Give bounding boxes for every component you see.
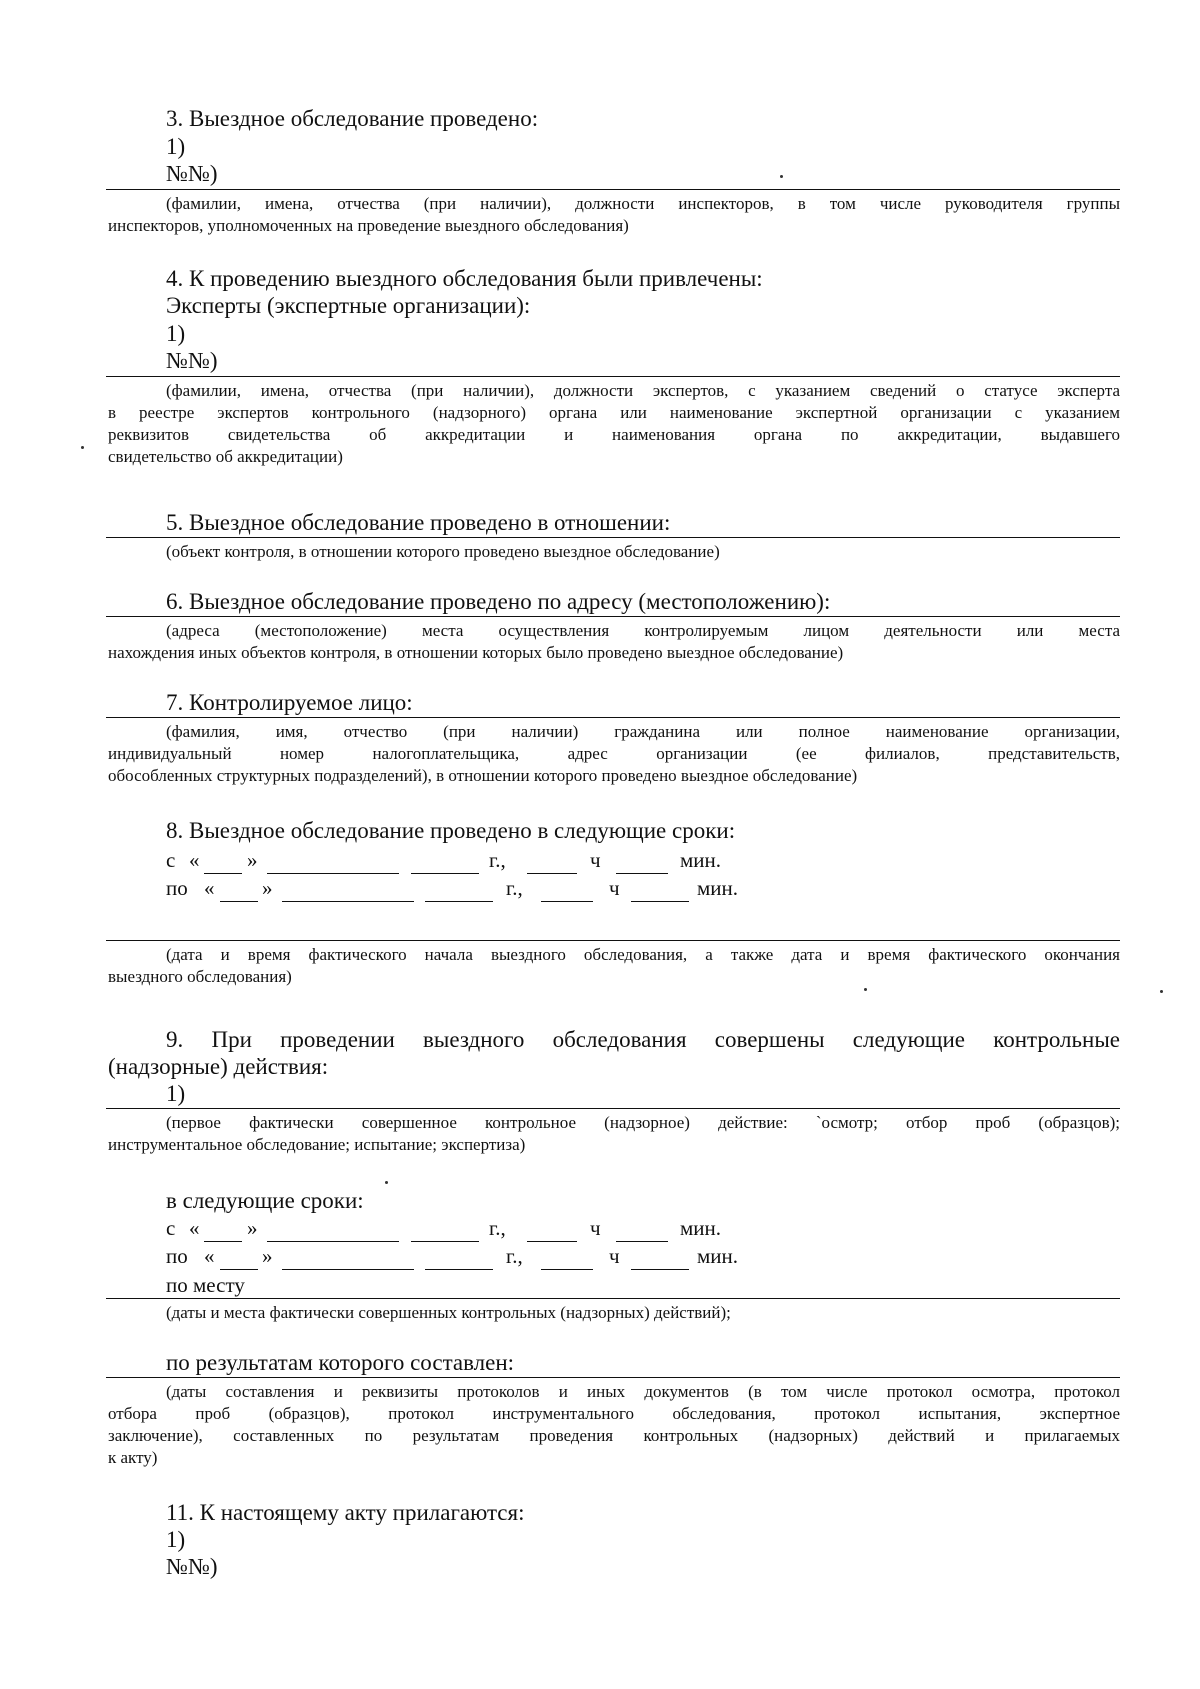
scan-speck bbox=[385, 1181, 388, 1184]
results-label: по результатам которого составлен: bbox=[166, 1350, 515, 1375]
place-label: по месту bbox=[166, 1273, 245, 1297]
section-3-item-nn: №№) bbox=[166, 161, 218, 186]
caption-line: (первое фактически совершенное контрольное (надзорное) действие: `осмотр; отбор проб (образцов); bbox=[166, 1113, 1120, 1132]
section-4-item-1: 1) bbox=[166, 321, 186, 346]
caption-line: (объект контроля, в отношении которого проведено выездное обследование) bbox=[166, 542, 720, 561]
section-4-caption bbox=[108, 380, 1120, 468]
section-3-title: 3. Выездное обследование проведено: bbox=[166, 106, 539, 131]
scan-speck bbox=[780, 175, 783, 178]
year-label: г., bbox=[506, 876, 523, 900]
section-9-caption-1 bbox=[108, 1112, 1120, 1156]
section-3-item-1: 1) bbox=[166, 134, 186, 159]
section-11-item-nn: №№) bbox=[166, 1554, 218, 1579]
caption-line: отбора проб (образцов), протокол инструментального обследования, протокол испытания, экспертное bbox=[108, 1404, 1120, 1423]
hour-label: ч bbox=[590, 1216, 601, 1240]
day-blank bbox=[220, 1269, 258, 1270]
section-3-rule bbox=[106, 189, 1120, 190]
caption-line: заключение), составленных по результатам проведения контрольных (надзорных) действий и прилагаемых bbox=[108, 1426, 1120, 1445]
section-4-title: 4. К проведению выездного обследования были привлечены: bbox=[166, 266, 763, 291]
section-6-title: 6. Выездное обследование проведено по адресу (местоположению): bbox=[166, 589, 831, 614]
hour-blank bbox=[527, 1241, 577, 1242]
section-5-rule bbox=[106, 537, 1120, 538]
day-blank bbox=[220, 901, 258, 902]
section-9-item-1: 1) bbox=[166, 1081, 186, 1106]
section-5-caption bbox=[108, 541, 1120, 563]
year-blank bbox=[411, 1241, 479, 1242]
caption-line: инспекторов, уполномоченных на проведение выездного обследования) bbox=[108, 216, 629, 235]
year-label: г., bbox=[506, 1244, 523, 1268]
section-7-title: 7. Контролируемое лицо: bbox=[166, 690, 413, 715]
hour-label: ч bbox=[590, 848, 601, 872]
day-blank bbox=[204, 873, 242, 874]
section-9-rule-2 bbox=[106, 1298, 1120, 1299]
scan-speck bbox=[81, 446, 84, 449]
year-label: г., bbox=[489, 848, 506, 872]
month-blank bbox=[282, 1269, 414, 1270]
to-label: по bbox=[166, 876, 188, 900]
month-blank bbox=[282, 901, 414, 902]
section-8-rule bbox=[106, 940, 1120, 941]
caption-line: свидетельство об аккредитации) bbox=[108, 447, 343, 466]
section-9-caption-3 bbox=[108, 1381, 1120, 1469]
quote-close: » bbox=[247, 1216, 258, 1240]
minute-label: мин. bbox=[697, 876, 739, 900]
section-9-rule-1 bbox=[106, 1108, 1120, 1109]
section-3-caption bbox=[108, 193, 1120, 237]
from-label: с bbox=[166, 848, 176, 872]
quote-close: » bbox=[262, 876, 273, 900]
minute-label: мин. bbox=[680, 1216, 722, 1240]
section-11-item-1: 1) bbox=[166, 1527, 186, 1552]
quote-open: « bbox=[189, 1216, 200, 1240]
caption-line: к акту) bbox=[108, 1448, 158, 1467]
section-8-caption bbox=[108, 944, 1120, 988]
section-9-title-line-1: 9. При проведении выездного обследования совершены следующие контрольные bbox=[166, 1027, 1120, 1052]
hour-blank bbox=[527, 873, 577, 874]
section-4-rule bbox=[106, 376, 1120, 377]
year-blank bbox=[425, 1269, 493, 1270]
caption-line: (дата и время фактического начала выездного обследования, а также дата и время фактического окончания bbox=[166, 945, 1120, 964]
from-label: с bbox=[166, 1216, 176, 1240]
section-6-rule bbox=[106, 616, 1120, 617]
scan-speck bbox=[1160, 990, 1163, 993]
caption-line: индивидуальный номер налогоплательщика, адрес организации (ее филиалов, представительств, bbox=[108, 744, 1120, 763]
caption-line: в реестре экспертов контрольного (надзорного) органа или наименование экспертной организации с указанием bbox=[108, 403, 1120, 422]
caption-line: (фамилия, имя, отчество (при наличии) гражданина или полное наименование организации, bbox=[166, 722, 1120, 741]
section-8-title: 8. Выездное обследование проведено в следующие сроки: bbox=[166, 818, 736, 843]
scan-speck bbox=[864, 988, 867, 991]
quote-open: « bbox=[204, 876, 215, 900]
caption-line: (фамилии, имена, отчества (при наличии), должности инспекторов, в том числе руководителя группы bbox=[166, 194, 1120, 213]
section-9-rule-3 bbox=[106, 1377, 1120, 1378]
hour-label: ч bbox=[609, 876, 620, 900]
section-4-subtitle: Эксперты (экспертные организации): bbox=[166, 293, 531, 318]
caption-line: (даты составления и реквизиты протоколов и иных документов (в том числе протокол осмотра, протокол bbox=[166, 1382, 1120, 1401]
section-9-caption-2 bbox=[108, 1302, 1120, 1324]
year-blank bbox=[411, 873, 479, 874]
hour-blank bbox=[541, 1269, 593, 1270]
section-7-rule bbox=[106, 717, 1120, 718]
quote-close: » bbox=[247, 848, 258, 872]
terms-label: в следующие сроки: bbox=[166, 1188, 364, 1213]
quote-close: » bbox=[262, 1244, 273, 1268]
year-blank bbox=[425, 901, 493, 902]
caption-line: выездного обследования) bbox=[108, 967, 292, 986]
minute-blank bbox=[616, 873, 668, 874]
to-label: по bbox=[166, 1244, 188, 1268]
caption-line: (фамилии, имена, отчества (при наличии), должности экспертов, с указанием сведений о статусе эксперта bbox=[166, 381, 1120, 400]
day-blank bbox=[204, 1241, 242, 1242]
quote-open: « bbox=[189, 848, 200, 872]
section-7-caption bbox=[108, 721, 1120, 787]
hour-blank bbox=[541, 901, 593, 902]
section-9-title-line-2: (надзорные) действия: bbox=[108, 1054, 329, 1079]
hour-label: ч bbox=[609, 1244, 620, 1268]
month-blank bbox=[267, 873, 399, 874]
caption-line: нахождения иных объектов контроля, в отношении которых было проведено выездное обследование) bbox=[108, 643, 844, 662]
month-blank bbox=[267, 1241, 399, 1242]
minute-blank bbox=[631, 1269, 689, 1270]
year-label: г., bbox=[489, 1216, 506, 1240]
minute-label: мин. bbox=[680, 848, 722, 872]
section-5-title: 5. Выездное обследование проведено в отношении: bbox=[166, 510, 671, 535]
minute-blank bbox=[631, 901, 689, 902]
quote-open: « bbox=[204, 1244, 215, 1268]
caption-line: инструментальное обследование; испытание; экспертиза) bbox=[108, 1135, 526, 1154]
section-4-item-nn: №№) bbox=[166, 348, 218, 373]
section-11-title: 11. К настоящему акту прилагаются: bbox=[166, 1500, 525, 1525]
minute-blank bbox=[616, 1241, 668, 1242]
minute-label: мин. bbox=[697, 1244, 739, 1268]
section-6-caption bbox=[108, 620, 1120, 664]
caption-line: (адреса (местоположение) места осуществления контролируемым лицом деятельности или места bbox=[166, 621, 1120, 640]
caption-line: (даты и места фактически совершенных контрольных (надзорных) действий); bbox=[166, 1303, 731, 1322]
caption-line: обособленных структурных подразделений), в отношении которого проведено выездное обследование) bbox=[108, 766, 858, 785]
caption-line: реквизитов свидетельства об аккредитации и наименования органа по аккредитации, выдавшего bbox=[108, 425, 1120, 444]
